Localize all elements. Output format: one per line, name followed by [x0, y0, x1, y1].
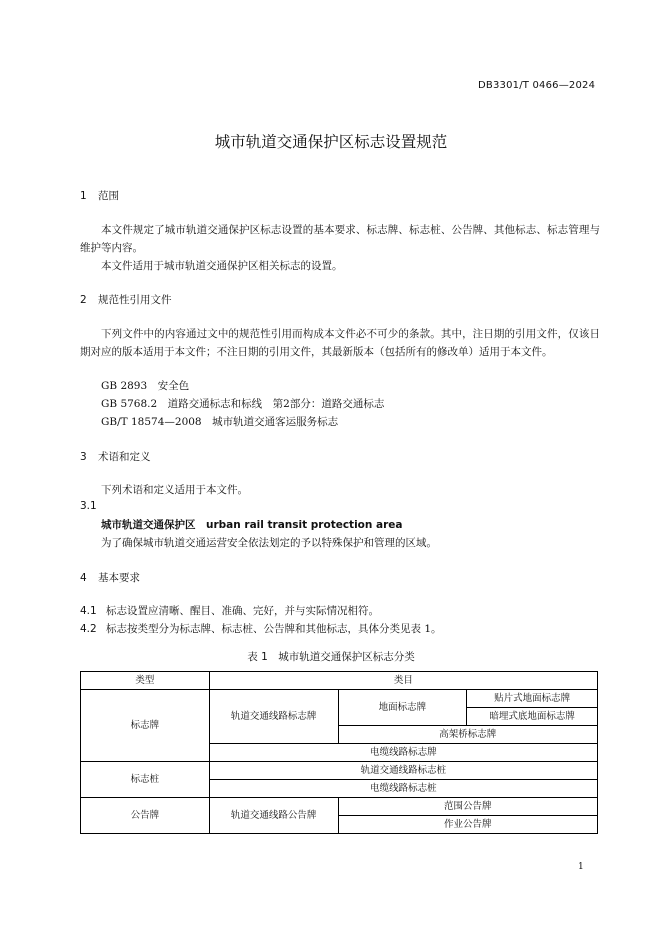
section-1-paragraph-1: 本文件规定了城市轨道交通保护区标志设置的基本要求、标志牌、标志桩、公告牌、其他标志、标志管理与维护等内容。 — [80, 224, 600, 254]
category-cell: 电缆线路标志牌 — [209, 744, 597, 762]
term-number: 3.1 — [80, 500, 97, 512]
category-cell: 暗埋式底地面标志牌 — [467, 708, 598, 726]
category-cell: 范围公告牌 — [338, 798, 598, 816]
clause-text: 标志设置应清晰、醒目、准确、完好，并与实际情况相符。 — [106, 605, 379, 617]
reference-item: GB 2893 安全色 — [101, 380, 190, 392]
section-title: 基本要求 — [98, 572, 140, 584]
section-4-heading — [80, 570, 140, 585]
term-definition: 为了确保城市轨道交通运营安全依法划定的予以特殊保护和管理的区域。 — [101, 537, 437, 549]
document-title: 城市轨道交通保护区标志设置规范 — [214, 133, 448, 151]
section-title: 范围 — [98, 190, 119, 202]
section-3-heading — [80, 449, 151, 464]
section-number: 2 — [80, 294, 87, 306]
table-caption: 表 1 城市轨道交通保护区标志分类 — [247, 651, 415, 663]
category-cell: 电缆线路标志桩 — [209, 780, 597, 798]
section-title: 术语和定义 — [98, 451, 151, 463]
classification-table — [80, 671, 598, 834]
table-header-row — [81, 672, 598, 690]
type-cell: 标志桩 — [81, 762, 210, 798]
section-1-heading — [80, 188, 119, 203]
clause-4-1 — [80, 603, 379, 618]
type-cell: 标志牌 — [81, 690, 210, 762]
clause-4-2 — [80, 621, 442, 636]
type-cell: 公告牌 — [81, 798, 210, 834]
category-cell: 作业公告牌 — [338, 816, 598, 834]
section-2-heading — [80, 292, 172, 307]
document-code: DB3301/T 0466—2024 — [478, 80, 596, 91]
table-row — [81, 762, 598, 780]
category-cell: 高架桥标志牌 — [338, 726, 598, 744]
reference-item: GB/T 18574—2008 城市轨道交通客运服务标志 — [101, 416, 339, 428]
section-number: 3 — [80, 451, 87, 463]
clause-number: 4.1 — [80, 605, 97, 617]
section-number: 4 — [80, 572, 87, 584]
clause-number: 4.2 — [80, 623, 97, 635]
section-1-paragraph-2: 本文件适用于城市轨道交通保护区相关标志的设置。 — [101, 260, 343, 272]
header-type: 类型 — [81, 672, 210, 690]
term-label: 城市轨道交通保护区 urban rail transit protection area — [101, 519, 403, 531]
category-cell: 轨道交通线路公告牌 — [209, 798, 338, 834]
category-cell: 轨道交通线路标志桩 — [209, 762, 597, 780]
category-cell: 轨道交通线路标志牌 — [209, 690, 338, 744]
category-cell: 贴片式地面标志牌 — [467, 690, 598, 708]
reference-item: GB 5768.2 道路交通标志和标线 第2部分：道路交通标志 — [101, 398, 385, 410]
table-row — [81, 690, 598, 708]
page-number: 1 — [578, 862, 584, 872]
clause-text: 标志按类型分为标志牌、标志桩、公告牌和其他标志，具体分类见表 1。 — [106, 623, 442, 635]
section-3-paragraph-1: 下列术语和定义适用于本文件。 — [101, 484, 248, 496]
header-category: 类目 — [209, 672, 597, 690]
section-2-paragraph-1: 下列文件中的内容通过文中的规范性引用而构成本文件必不可少的条款。其中，注日期的引用文件，仅该日期对应的版本适用于本文件；不注日期的引用文件，其最新版本（包括所有的修改单）适用于本文件。 — [80, 328, 600, 358]
section-number: 1 — [80, 190, 87, 202]
table-row — [81, 798, 598, 816]
category-cell: 地面标志牌 — [338, 690, 467, 726]
section-title: 规范性引用文件 — [98, 294, 172, 306]
